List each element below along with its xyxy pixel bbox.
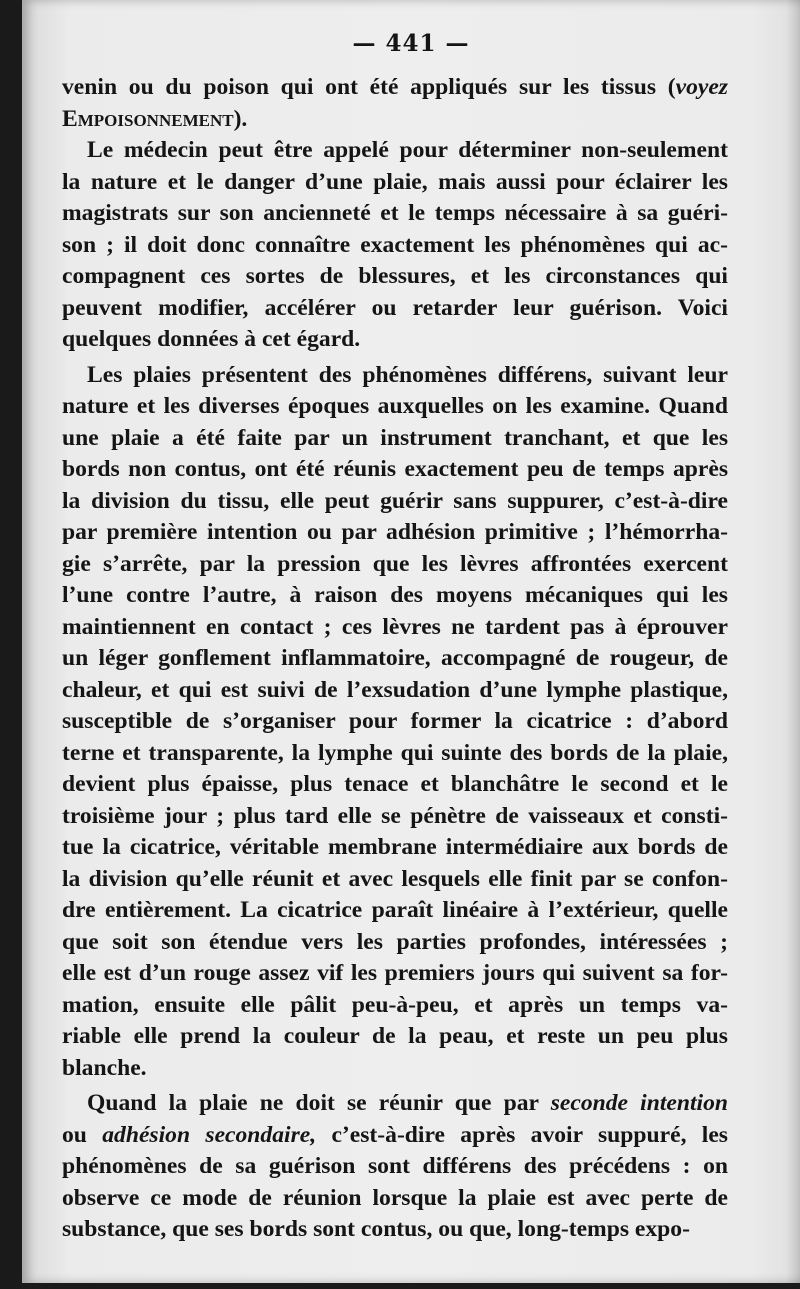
text-run: mation, ensuite elle pâlit peu-à-peu, et après un temps va- [62,991,728,1018]
text-line [62,549,728,581]
text-line [62,486,728,518]
text-line [62,517,728,549]
text-line [62,454,728,486]
text-line [62,580,728,612]
text-line [62,1120,728,1152]
text-run: ou [62,1121,103,1148]
text-run: la nature et le danger d’une plaie, mais aussi pour éclairer les [62,168,728,195]
text-line [62,1183,728,1215]
text-run: nature et les diverses époques auxquelles on les examine. Quand [62,393,728,419]
text-run: par première intention ou par adhésion primitive ; l’hémorrha- [62,519,728,545]
text-line [62,1021,728,1053]
text-line [62,1053,728,1085]
text-run: l’une contre l’autre, à raison des moyens mécaniques qui les [62,582,728,608]
text-run: compagnent ces sortes de blessures, et les circonstances qui [62,263,728,289]
text-line [62,769,728,801]
text-line [62,832,728,864]
text-line [62,958,728,990]
text-run: peuvent modifier, accélérer ou retarder leur guérison. Voici [62,294,728,321]
text-run: magistrats sur son ancienneté et le temps nécessaire à sa guéri- [62,200,728,226]
paragraph [62,135,728,356]
text-run: un léger gonflement inflammatoire, accompagné de rougeur, de [62,645,728,671]
text-run: phénomènes de sa guérison sont différens des précédens : on [62,1153,728,1179]
text-run: bords non contus, ont été réunis exactement peu de temps après [62,456,728,482]
text-run: chaleur, et qui est suivi de l’exsudation d’une lymphe plastique, [62,676,728,703]
text-line [62,1151,728,1183]
text-line [62,135,728,167]
text-run: susceptible de s’organiser pour former la cicatrice : d’abord [62,708,728,734]
text-emphasis: Empoisonnement [62,105,234,132]
text-run: venin ou du poison qui ont été appliqués sur les tissus ( [62,74,676,100]
paragraph [62,72,728,135]
text-line [62,675,728,707]
text-line [62,864,728,896]
text-line [62,72,728,104]
text-run: devient plus épaisse, plus tenace et blanchâtre le second et le [62,771,728,797]
text-line [62,801,728,833]
text-line [62,706,728,738]
paragraph [62,360,728,1085]
text-line [62,423,728,455]
text-run: Le médecin peut être appelé pour déterminer non-seulement [87,137,728,163]
text-line [62,324,728,356]
text-line [62,293,728,325]
text-line [62,612,728,644]
text-run: tue la cicatrice, véritable membrane intermédiaire aux bords de [62,834,728,860]
text-run: une plaie a été faite par un instrument tranchant, et que les [62,424,728,451]
text-line [62,104,728,136]
text-run: elle est d’un rouge assez vif les premiers jours qui suivent sa for- [62,960,728,986]
text-run: la division du tissu, elle peut guérir sans suppurer, c’est-à-dire [62,487,728,514]
text-run: terne et transparente, la lymphe qui suinte des bords de la plaie, [62,739,728,766]
page-edge-shadow [786,0,800,1283]
text-line [62,167,728,199]
text-run: c’est-à-dire après avoir suppuré, les [316,1121,728,1148]
body-text [62,72,728,1246]
text-line [62,1214,728,1246]
text-run: ). [233,105,248,132]
text-emphasis: seconde intention [550,1090,728,1116]
text-run: maintiennent en contact ; ces lèvres ne tardent pas à éprouver [62,613,728,640]
text-run: troisième jour ; plus tard elle se pénètre de vaisseaux et consti- [62,802,728,829]
text-line [62,895,728,927]
text-line [62,230,728,262]
text-line [62,198,728,230]
text-emphasis: voyez [675,74,728,100]
text-run: Les plaies présentent des phénomènes différens, suivant leur [87,361,728,388]
text-emphasis: adhésion secondaire, [102,1121,317,1148]
text-line [62,738,728,770]
text-line [62,643,728,675]
text-line [62,990,728,1022]
text-run: gie s’arrête, par la pression que les lèvres affrontées exercent [62,550,728,577]
text-line [62,1088,728,1120]
text-run: quelques données à cet égard. [62,326,361,352]
text-run: Quand la plaie ne doit se réunir que par [87,1090,551,1116]
text-run: dre entièrement. La cicatrice paraît linéaire à l’extérieur, quelle [62,897,728,923]
text-run: blanche. [62,1054,147,1081]
page-number: — 441 — [352,30,470,57]
text-run: la division qu’elle réunit et avec lesquels elle finit par se confon- [62,865,728,892]
text-run: substance, que ses bords sont contus, ou que, long-temps expo- [62,1216,690,1242]
book-page [22,0,800,1283]
text-run: observe ce mode de réunion lorsque la plaie est avec perte de [62,1184,728,1211]
text-run: son ; il doit donc connaître exactement les phénomènes qui ac- [62,231,728,258]
text-run: que soit son étendue vers les parties profondes, intéressées ; [62,928,728,955]
text-run: riable elle prend la couleur de la peau, et reste un peu plus [62,1023,728,1049]
text-line [62,360,728,392]
text-line [62,261,728,293]
text-line [62,927,728,959]
text-line [62,391,728,423]
paragraph [62,1088,728,1246]
